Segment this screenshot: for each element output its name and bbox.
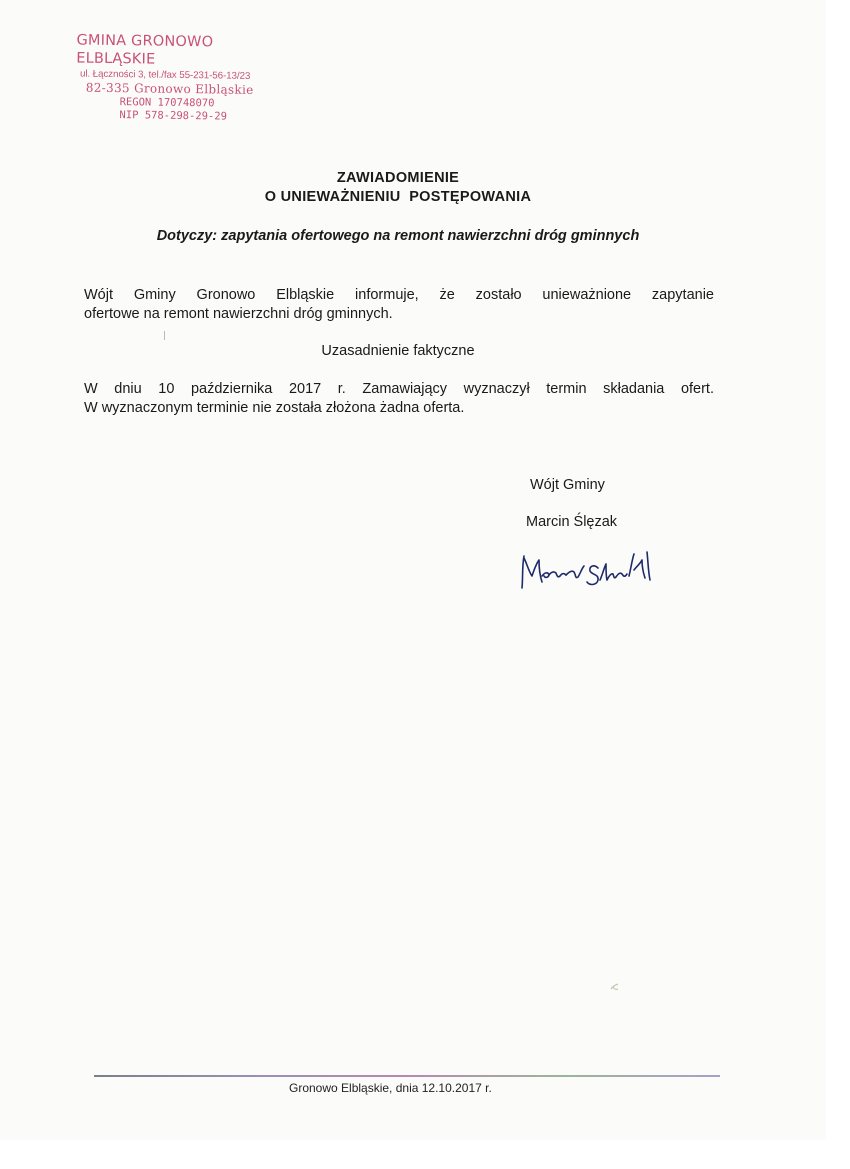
scan-edge xyxy=(826,0,850,1169)
justification-heading: Uzasadnienie faktyczne xyxy=(321,343,475,359)
stamp-line-regon: REGON 170748070 xyxy=(119,96,215,110)
scan-speck xyxy=(610,983,620,991)
document-title-subline: O UNIEWAŻNIENIU POSTĘPOWANIA xyxy=(264,189,532,205)
footer-place-date: Gronowo Elbląskie, dnia 12.10.2017 r. xyxy=(289,1081,492,1095)
footer-divider xyxy=(94,1075,720,1077)
notice-paragraph-line-1: Wójt Gminy Gronowo Elbląskie informuje, że zostało unieważnione zapytanie xyxy=(84,287,714,303)
stamp-line-city: 82-335 Gronowo Elbląskie xyxy=(85,80,254,97)
scan-bottom-edge xyxy=(0,1140,850,1169)
office-stamp xyxy=(75,31,296,124)
justification-paragraph-line-2: W wyznaczonym terminie nie została złożona żadna oferta. xyxy=(84,400,465,416)
notice-paragraph xyxy=(84,286,714,324)
scan-mark xyxy=(164,331,165,340)
justification-paragraph-line-1: W dniu 10 października 2017 r. Zamawiający wyznaczył termin składania ofert. xyxy=(84,381,714,397)
justification-paragraph xyxy=(84,380,714,418)
handwritten-signature xyxy=(514,546,664,596)
stamp-line-name: GMINA GRONOWO ELBLĄSKIE xyxy=(76,32,214,68)
notice-paragraph-line-2: ofertowe na remont nawierzchni dróg gminnych. xyxy=(84,306,393,322)
document-title: ZAWIADOMIENIE xyxy=(336,170,460,186)
signatory-name: Marcin Ślęzak xyxy=(526,514,618,530)
stamp-line-nip: NIP 578-298-29-29 xyxy=(119,109,228,123)
signatory-role: Wójt Gminy xyxy=(530,477,605,493)
stamp-line-address: ul. Łączności 3, tel./fax 55-231-56-13/23 xyxy=(79,68,251,82)
document-subject: Dotyczy: zapytania ofertowego na remont nawierzchni dróg gminnych xyxy=(156,228,640,244)
